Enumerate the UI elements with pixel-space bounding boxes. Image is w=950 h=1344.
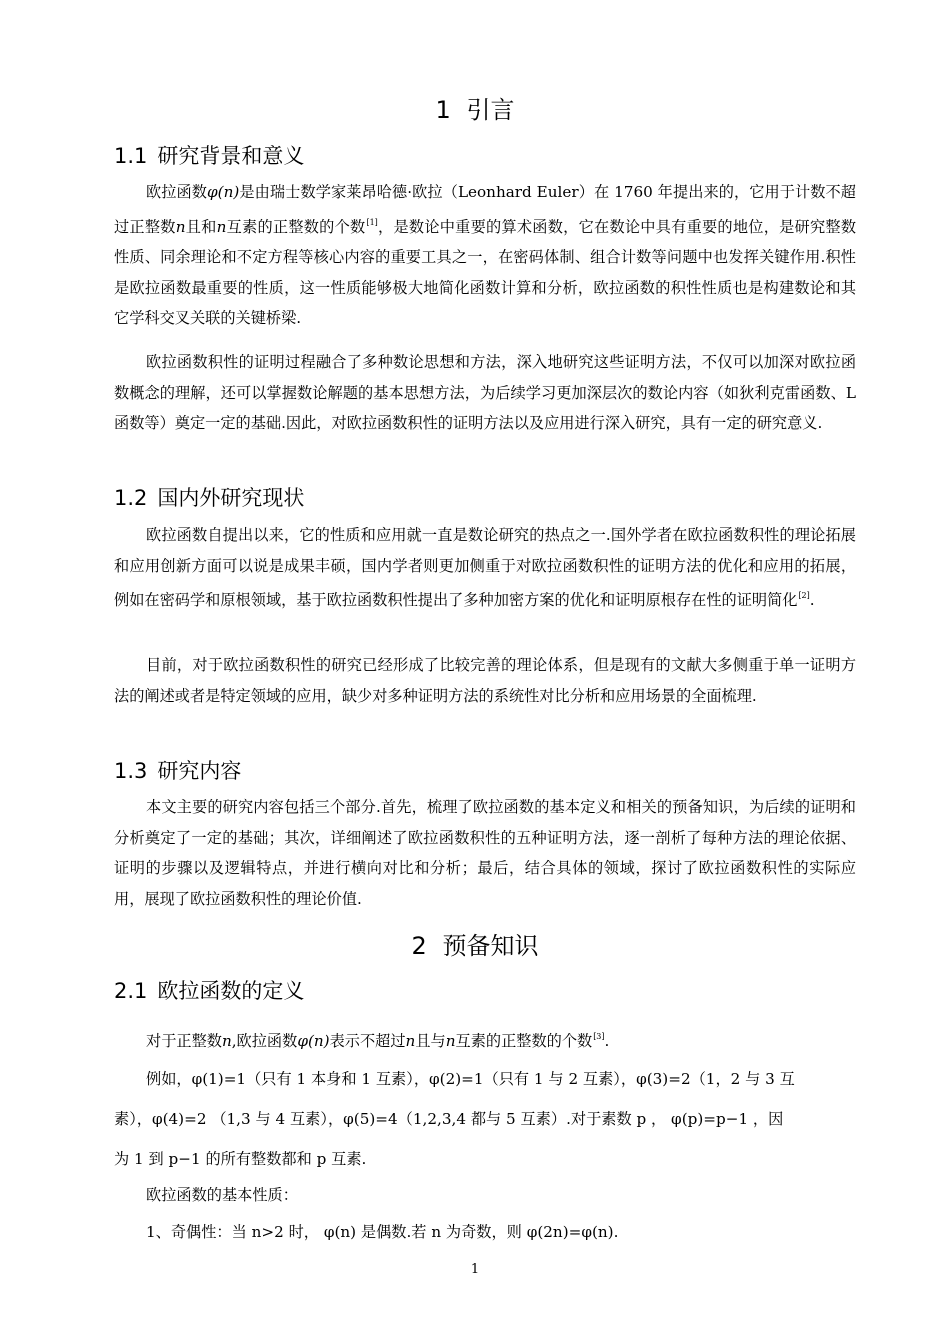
math-n: n: [221, 1032, 232, 1050]
section-number: 2: [411, 932, 427, 960]
example-line-3: 为 1 到 p−1 的所有整数都和 p 互素.: [114, 1150, 367, 1168]
subsection-heading-2-1: [114, 975, 304, 1005]
text-run: .: [604, 1032, 610, 1050]
definition-line: [114, 1022, 856, 1056]
subsection-number: 1.1: [114, 144, 148, 168]
subsection-title: 研究背景和意义: [157, 144, 305, 168]
text-run: 且与: [415, 1032, 446, 1050]
text-run: 表示不超过: [329, 1032, 406, 1050]
text-run: 互素的正整数的个数: [226, 217, 366, 236]
section-title: 引言: [466, 96, 515, 124]
text-run: ,欧拉函数: [231, 1032, 298, 1050]
citation-2: [2]: [798, 591, 810, 600]
text-run: 是由瑞士数学家莱昂哈德·欧拉（Leonhard Euler）在 1760 年提出来的，它用于计数不超过正整数: [114, 183, 856, 236]
math-n: n: [216, 217, 227, 236]
subsection-number: 1.3: [114, 759, 148, 783]
subsection-number: 1.2: [114, 486, 148, 510]
example-line-1: 例如，φ(1)=1（只有 1 本身和 1 互素），φ(2)=1（只有 1 与 2 互素），φ(3)=2（1，2 与 3 互: [146, 1070, 795, 1088]
example-line-2: 素），φ(4)=2 （1,3 与 4 互素），φ(5)=4（1,2,3,4 都与 5 互素）.对于素数 p ， φ(p)=p−1 ，因: [114, 1110, 784, 1128]
subsection-heading-1-1: [114, 140, 304, 170]
subsection-heading-1-3: [114, 755, 241, 785]
text-run: 互素的正整数的个数: [455, 1032, 593, 1050]
section-title: 预备知识: [442, 932, 539, 960]
text-run: 且和: [185, 217, 217, 236]
section-heading-1: [0, 90, 950, 125]
phi-n-formula: φ(n): [297, 1032, 330, 1050]
text-run: 对于正整数: [146, 1032, 222, 1050]
section-number: 1: [435, 96, 451, 124]
paragraph-significance: 欧拉函数积性的证明过程融合了多种数论思想和方法，深入地研究这些证明方法，不仅可以加深对欧拉函数概念的理解，还可以掌握数论解题的基本思想方法，为后续学习更加深层次的数论内容（如狄利克雷函数、L 函数等）奠定一定的基础.因此，对欧拉函数积性的证明方法以及应用进行深入研究，具有一定的研究意义.: [114, 353, 856, 432]
text-run: 欧拉函数自提出以来，它的性质和应用就一直是数论研究的热点之一.国外学者在欧拉函数积性的理论拓展和应用创新方面可以说是成果丰硕，国内学者则更加侧重于对欧拉函数积性的证明方法的优化和应用的拓展，例如在密码学和原根领域，基于欧拉函数积性提出了多种加密方案的优化和证明原根存在性的证明简化: [114, 526, 856, 609]
math-n: n: [405, 1032, 416, 1050]
properties-intro: 欧拉函数的基本性质：: [146, 1186, 298, 1204]
paragraph-background: [114, 177, 856, 334]
subsection-heading-1-2: [114, 482, 304, 512]
math-n: n: [445, 1032, 456, 1050]
subsection-title: 国内外研究现状: [157, 486, 305, 510]
citation-3: [3]: [593, 1032, 605, 1041]
phi-n-formula: φ(n): [207, 183, 240, 201]
subsection-title: 研究内容: [157, 759, 242, 783]
text-run: .: [809, 591, 815, 609]
paragraph-current-status: 目前，对于欧拉函数积性的研究已经形成了比较完善的理论体系，但是现有的文献大多侧重于单一证明方法的阐述或者是特定领域的应用，缺少对多种证明方法的系统性对比分析和应用场景的全面梳理.: [114, 656, 856, 705]
section-heading-2: [0, 926, 950, 961]
text-run: 欧拉函数: [146, 183, 208, 201]
page-number: 1: [470, 1262, 480, 1277]
subsection-number: 2.1: [114, 979, 148, 1003]
citation-1: [1]: [366, 217, 378, 227]
property-parity: 1、奇偶性：当 n>2 时， φ(n) 是偶数.若 n 为奇数，则 φ(2n)=φ(n).: [146, 1223, 619, 1241]
math-n: n: [175, 217, 186, 236]
paragraph-research-content: 本文主要的研究内容包括三个部分.首先，梳理了欧拉函数的基本定义和相关的预备知识，为后续的证明和分析奠定了一定的基础；其次，详细阐述了欧拉函数积性的五种证明方法，逐一剖析了每种方法的理论依据、证明的步骤以及逻辑特点，并进行横向对比和分析；最后，结合具体的领域，探讨了欧拉函数积性的实际应用，展现了欧拉函数积性的理论价值.: [114, 798, 856, 908]
subsection-title: 欧拉函数的定义: [157, 979, 305, 1003]
paragraph-research-status: [114, 520, 856, 616]
text-run: ，是数论中重要的算术函数，它在数论中具有重要的地位，是研究整数性质、同余理论和不定方程等核心内容的重要工具之一，在密码体制、组合计数等问题中也发挥关键作用.积性是欧拉函数最重要的性质，这一性质能够极大地简化函数计算和分析，欧拉函数的积性性质也是构建数论和其它学科交叉关联的关键桥梁.: [114, 217, 857, 327]
